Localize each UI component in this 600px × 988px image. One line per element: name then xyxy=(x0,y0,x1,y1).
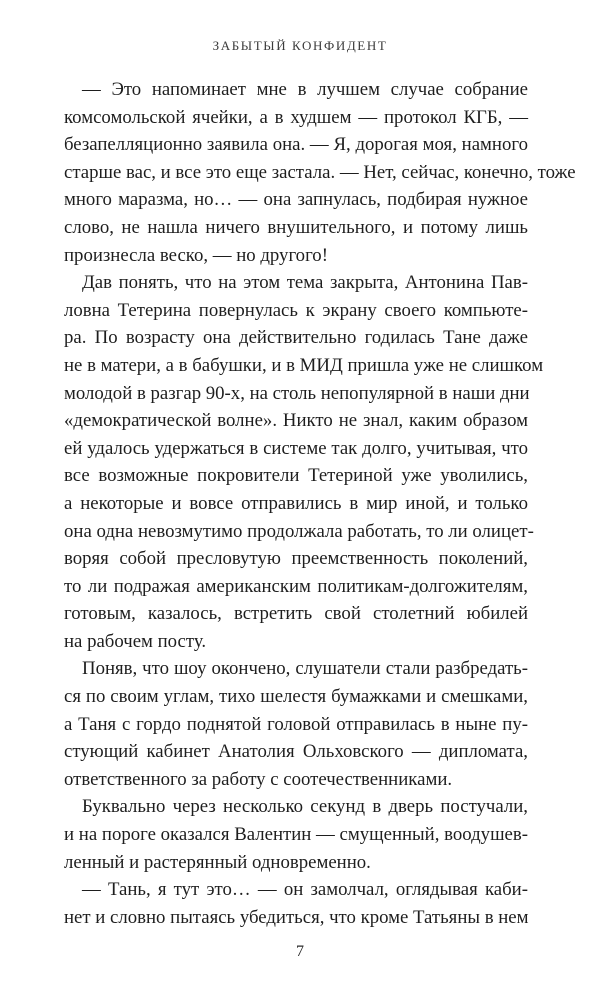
text-line: Дав понять, что на этом тема закрыта, Антонина Пав- xyxy=(82,272,528,294)
text-line: ответственного за работу с соотечественниками. xyxy=(64,768,453,790)
text-line: произнесла веско, — но другого! xyxy=(64,244,328,266)
paragraph xyxy=(64,655,546,793)
text-line: комсомольской ячейки, а в худшем — протокол КГБ, — xyxy=(64,106,528,128)
body-text xyxy=(64,76,576,931)
paragraph xyxy=(64,76,576,269)
paragraph xyxy=(64,793,546,876)
text-line: ся по своим углам, тихо шелестя бумажками и смешками, xyxy=(64,686,528,708)
text-line: молодой в разгар 90-х, на столь непопулярной в наши дни xyxy=(64,382,530,404)
text-line: Буквально через несколько секунд в дверь постучали, xyxy=(82,796,528,818)
paragraph xyxy=(64,876,546,931)
text-line: ей удалось удержаться в системе так долго, учитывая, что xyxy=(64,437,528,459)
running-head: ЗАБЫТЫЙ КОНФИДЕНТ xyxy=(212,38,388,53)
text-line: все возможные покровители Тетериной уже уволились, xyxy=(64,465,528,487)
text-line: стующий кабинет Анатолия Ольховского — дипломата, xyxy=(64,741,528,763)
text-line: старше вас, и все это еще застала. — Нет, сейчас, конечно, тоже xyxy=(64,161,576,183)
text-line: то ли подражая американским политикам-долгожителям, xyxy=(64,575,528,597)
text-line: «демократической волне». Никто не знал, каким образом xyxy=(64,410,528,432)
text-line: ловна Тетерина повернулась к экрану своего компьюте- xyxy=(64,299,528,321)
text-line: она одна невозмутимо продолжала работать, то ли олицет- xyxy=(64,520,534,542)
text-line: ра. По возрасту она действительно годилась Тане даже xyxy=(64,327,528,349)
text-line: готовым, казалось, встретить свой столетний юбилей xyxy=(64,603,528,625)
paragraph xyxy=(64,269,546,655)
text-line: ленный и растерянный одновременно. xyxy=(64,851,371,873)
text-line: — Это напоминает мне в лучшем случае собрание xyxy=(82,79,528,100)
text-line: не в матери, а в бабушки, и в МИД пришла уже не слишком xyxy=(64,354,544,376)
text-line: безапелляционно заявила она. — Я, дорогая моя, намного xyxy=(64,134,528,156)
text-line: а некоторые и вовсе отправились в мир иной, и только xyxy=(64,492,528,514)
text-line: слово, не нашла ничего внушительного, и потому лишь xyxy=(64,216,528,238)
text-line: нет и словно пытаясь убедиться, что кроме Татьяны в нем xyxy=(64,906,529,928)
page-number: 7 xyxy=(296,943,304,960)
text-line: много маразма, но… — она запнулась, подбирая нужное xyxy=(64,189,528,211)
text-line: а Таня с гордо поднятой головой отправилась в ныне пу- xyxy=(64,713,528,735)
text-line: на рабочем посту. xyxy=(64,630,207,652)
text-line: — Тань, я тут это… — он замолчал, оглядывая каби- xyxy=(82,879,528,901)
text-line: воряя собой пресловутую преемственность поколений, xyxy=(64,548,528,570)
text-line: Поняв, что шоу окончено, слушатели стали разбредать- xyxy=(82,658,528,680)
text-line: и на пороге оказался Валентин — смущенный, воодушев- xyxy=(64,824,528,846)
